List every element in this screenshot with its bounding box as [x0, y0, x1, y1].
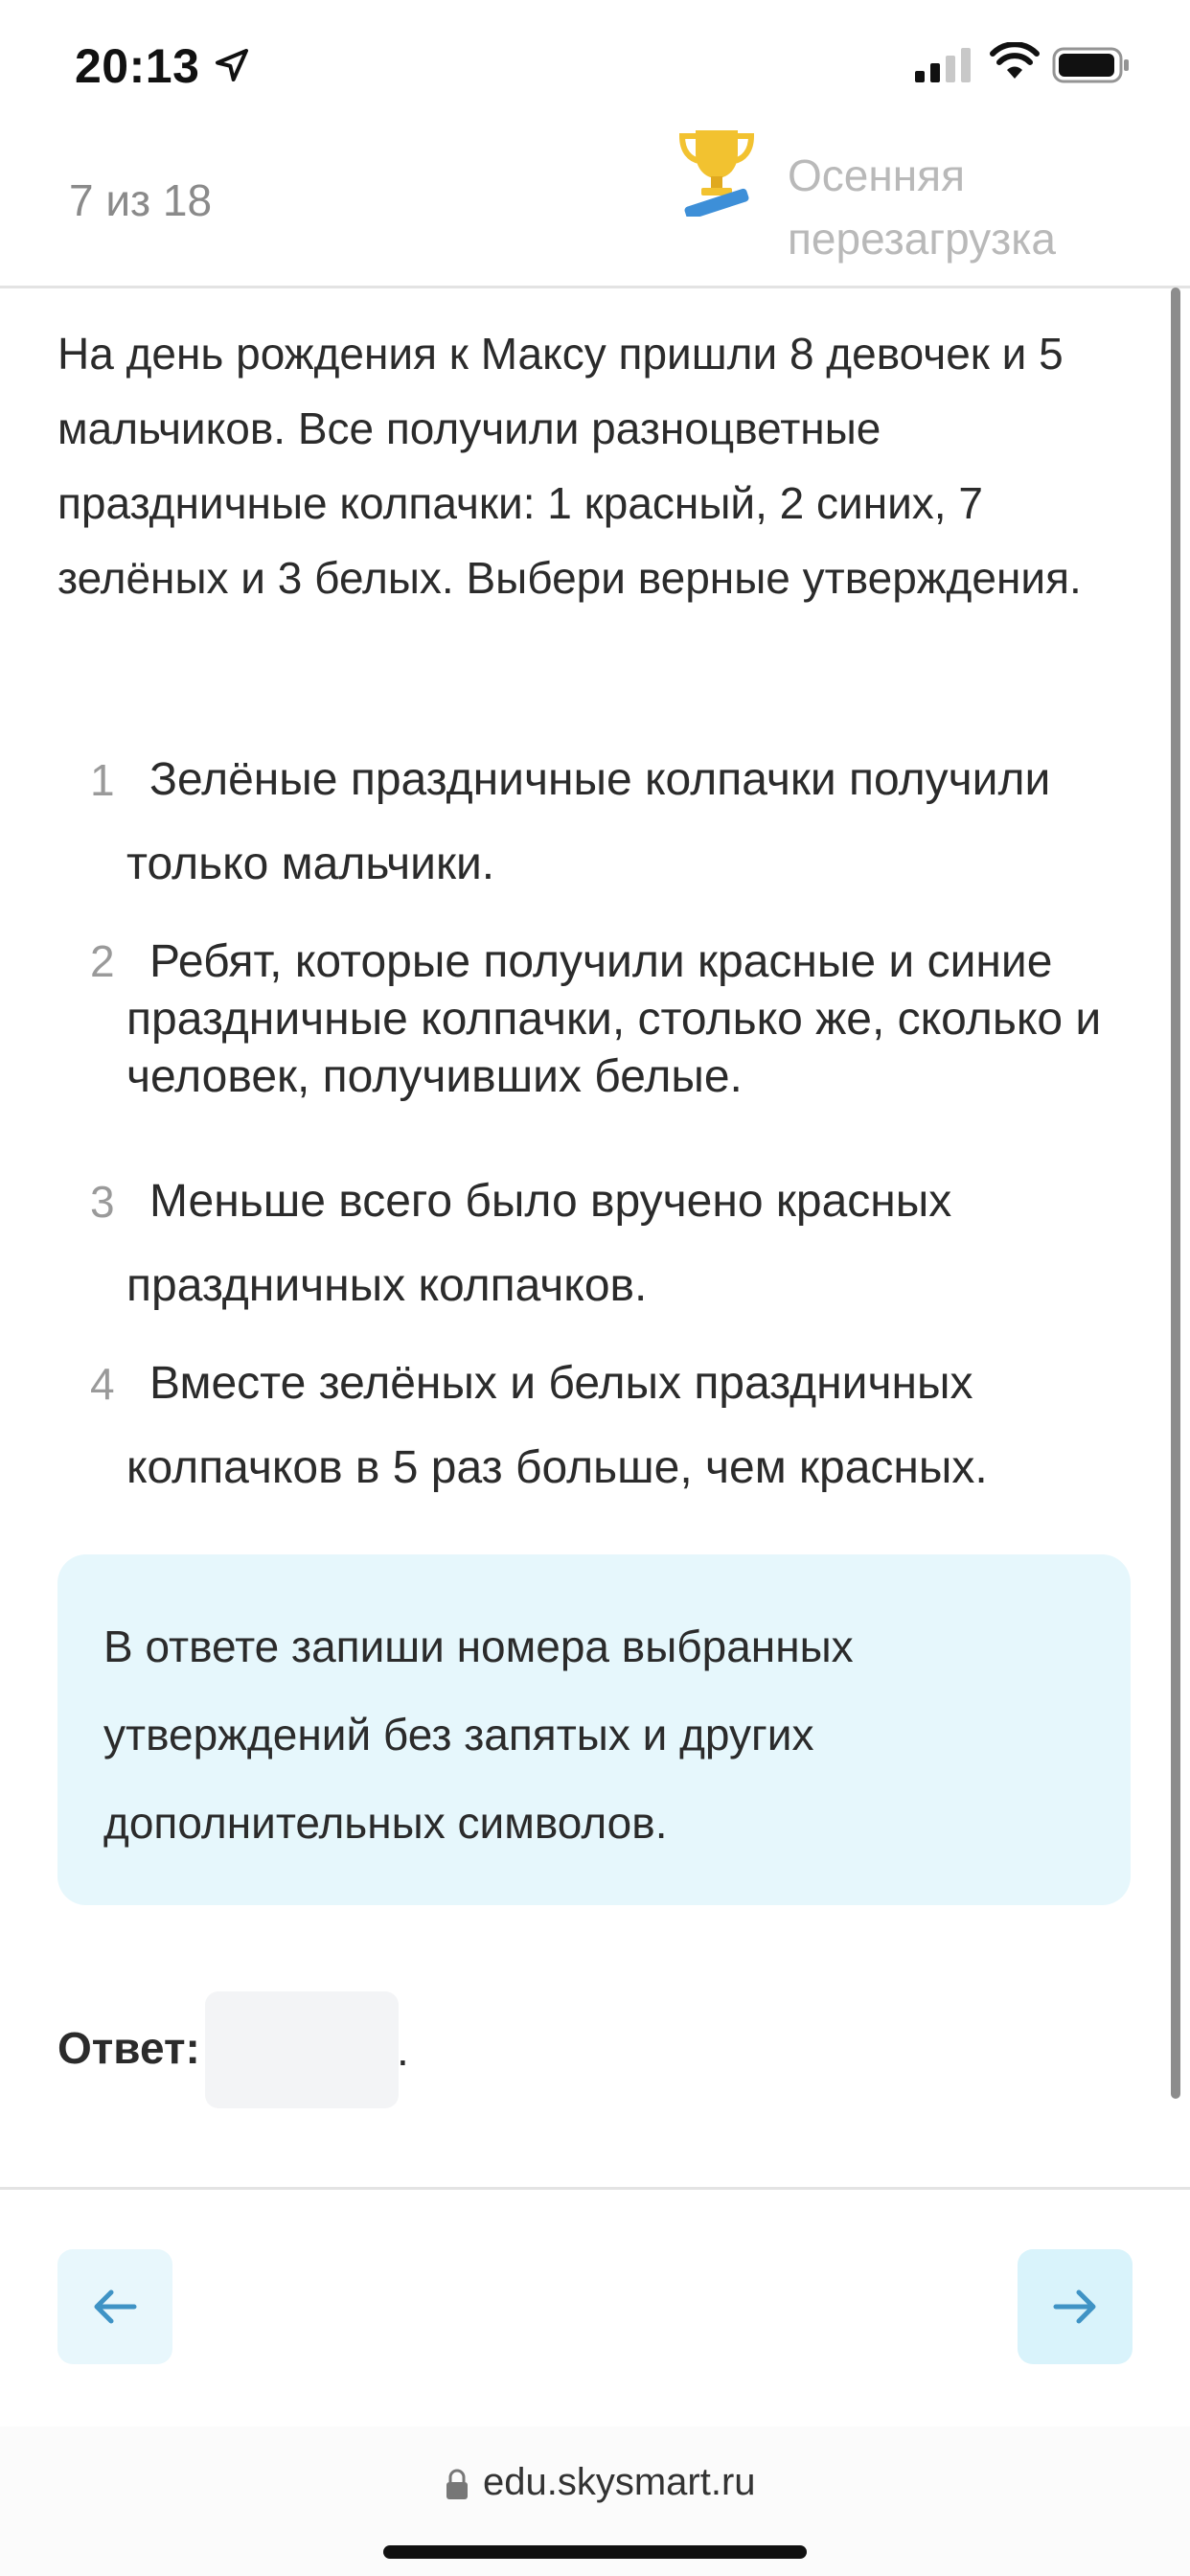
arrow-right-icon — [1046, 2278, 1104, 2335]
battery-icon — [1052, 46, 1131, 84]
statement-number: 2 — [90, 936, 115, 986]
browser-url-bar[interactable] — [0, 2426, 1190, 2576]
statement-number: 3 — [90, 1177, 115, 1227]
statement-2 — [90, 920, 1104, 1106]
footer-navigation — [0, 2187, 1190, 2429]
hint-text: В ответе запиши номера выбранных утверждений без запятых и других дополнительных символов. — [103, 1622, 854, 1848]
statement-text: Зелёные праздничные колпачки получили только мальчики. — [126, 754, 1051, 889]
statement-3 — [90, 1160, 1104, 1328]
task-content — [0, 288, 1190, 2185]
statement-text: Вместе зелёных и белых праздничных колпачков в 5 раз больше, чем красных. — [126, 1358, 988, 1493]
task-header — [0, 125, 1190, 288]
question-text: На день рождения к Максу пришли 8 девочек и 5 мальчиков. Все получили разноцветные праздничные колпачки: 1 красный, 2 синих, 7 зелёных и 3 белых. Выбери верные утверждения. — [57, 329, 1082, 603]
answer-input[interactable] — [205, 1991, 399, 2108]
statement-number: 4 — [90, 1359, 115, 1409]
promo-line-2: перезагрузка — [788, 214, 1056, 264]
wifi-icon — [990, 42, 1040, 80]
prev-button[interactable] — [57, 2249, 172, 2364]
statement-text: Ребят, которые получили красные и синие праздничные колпачки, столько же, сколько и человек, получивших белые. — [126, 936, 1102, 1102]
url-text[interactable]: edu.skysmart.ru — [483, 2461, 756, 2503]
statement-text: Меньше всего было вручено красных праздничных колпачков. — [126, 1176, 952, 1311]
statement-number: 1 — [90, 755, 115, 805]
answer-suffix: . — [397, 2025, 409, 2075]
promo-link[interactable] — [788, 144, 1133, 270]
hint-box — [57, 1554, 1131, 1905]
scrollbar[interactable] — [1171, 288, 1180, 2099]
next-button[interactable] — [1018, 2249, 1133, 2364]
home-indicator[interactable] — [383, 2545, 807, 2559]
location-arrow-icon — [213, 46, 251, 84]
status-time: 20:13 — [75, 39, 200, 93]
statement-1 — [90, 738, 1104, 907]
status-bar — [0, 0, 1190, 125]
arrow-left-icon — [86, 2278, 144, 2335]
cellular-signal-icon — [915, 48, 974, 82]
lock-icon — [445, 2469, 469, 2501]
trophy-icon — [671, 125, 763, 217]
answer-label: Ответ: — [57, 2023, 200, 2073]
promo-line-1: Осенняя — [788, 150, 965, 200]
task-progress: 7 из 18 — [69, 175, 213, 225]
statement-4 — [90, 1342, 1104, 1510]
